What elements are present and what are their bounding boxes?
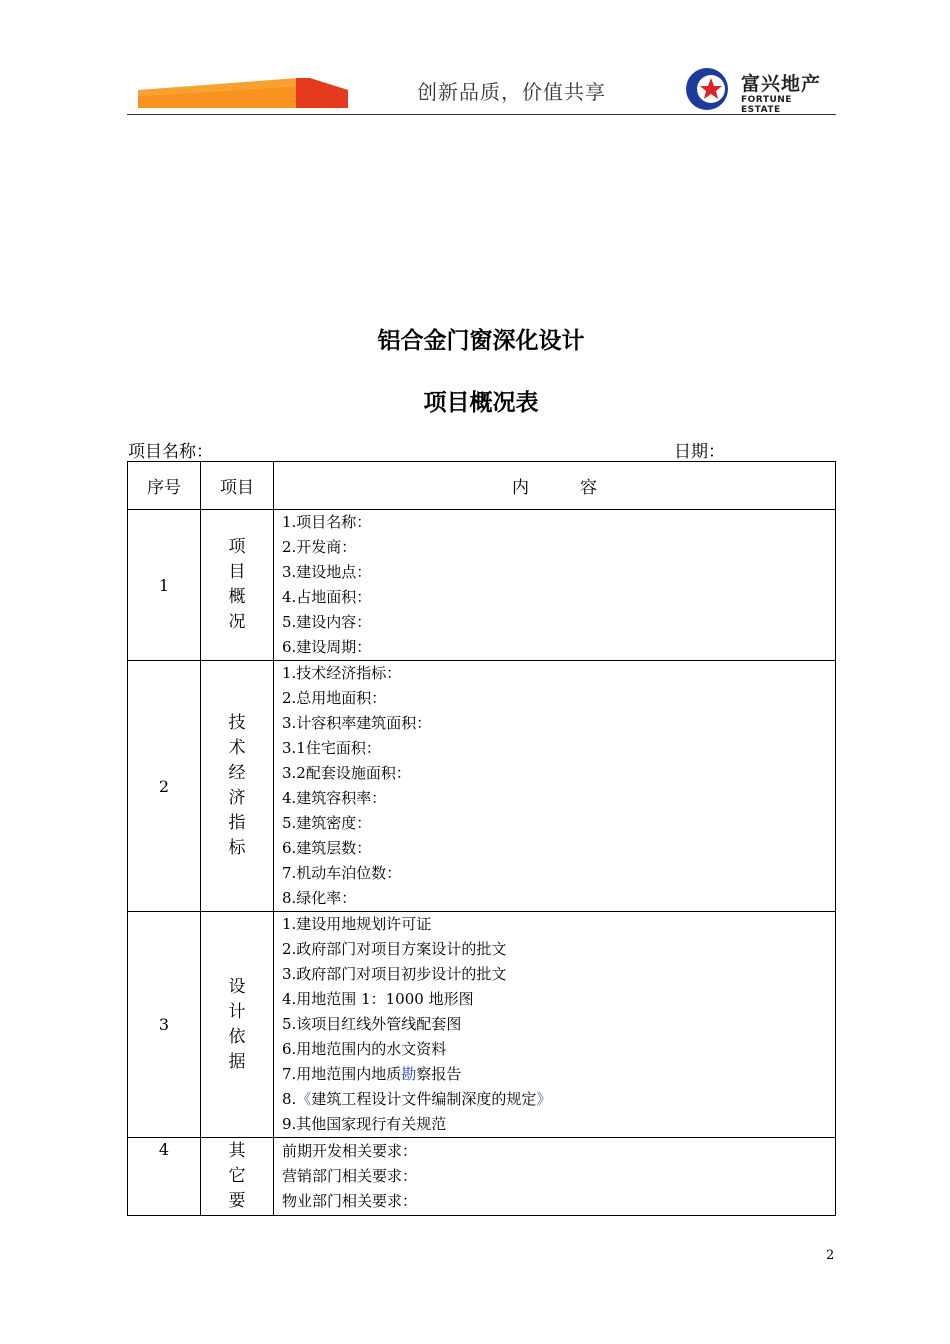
content-line: 6.用地范围内的水文资料 [282,1040,447,1058]
item-char: 济 [228,788,246,808]
table-header-row [128,462,836,510]
content-line: 4.占地面积： [282,588,372,606]
page-header [127,62,836,115]
item-char: 计 [228,1001,246,1022]
project-overview-table [127,461,836,1216]
header-index: 序号 [128,462,201,510]
row-content [274,1138,836,1216]
row-content [274,510,836,661]
content-line: 6.建设周期： [282,638,372,656]
header-content: 内 容 [274,462,836,510]
content-line: 3.2配套设施面积： [282,764,411,782]
brand-bar-graphic [138,76,348,108]
date-label: 日期： [674,442,725,462]
item-char: 标 [228,838,246,858]
content-line: 6.建筑层数： [282,839,372,857]
project-name-label: 项目名称： [128,442,213,462]
logo-english-name: FORTUNE ESTATE [741,95,792,115]
item-char: 设 [228,976,246,997]
table-row [128,912,836,1138]
header-slogan: 创新品质，价值共享 [417,80,606,104]
page-number: 2 [826,1248,835,1263]
row-index: 3 [128,912,201,1138]
content-line: 1.技术经济指标： [282,664,402,682]
content-line: 营销部门相关要求： [282,1167,418,1185]
company-logo [685,66,835,115]
row-index: 4 [128,1138,201,1216]
content-line [282,1087,835,1112]
content-line: 8.绿化率： [282,889,357,907]
quote-mark: 》 [536,1090,552,1108]
content-line: 2.总用地面积： [282,689,387,707]
table-row [128,510,836,661]
content-line: 7.机动车泊位数： [282,864,402,882]
content-line: 3.计容积率建筑面积： [282,714,432,732]
content-line: 3.政府部门对项目初步设计的批文 [282,965,507,983]
line-text: 8. [282,1090,297,1108]
item-char: 技 [228,713,246,733]
document-title: 铝合金门窗深化设计 [377,328,585,354]
content-line: 5.建筑密度： [282,814,372,832]
quote-mark: 《 [296,1090,312,1108]
item-char: 指 [228,813,246,833]
row-item [201,510,274,661]
item-char: 概 [228,587,246,607]
content-line: 3.建设地点： [282,563,372,581]
table-row [128,1138,836,1216]
content-line: 4.用地范围 1：1000 地形图 [282,990,474,1008]
logo-emblem-icon [685,66,733,112]
row-index: 2 [128,661,201,912]
item-char: 术 [228,738,246,758]
item-char: 要 [228,1191,246,1211]
line-text: 建筑工程设计文件编制深度的规定 [311,1090,537,1108]
highlighted-char: 勘 [401,1065,417,1083]
line-text: 察报告 [416,1065,462,1083]
row-item [201,912,274,1138]
item-char: 其 [228,1141,246,1161]
item-char: 况 [228,612,246,632]
content-line: 5.建设内容： [282,613,372,631]
content-line: 1.建设用地规划许可证 [282,915,432,933]
content-line: 2.开发商： [282,538,357,556]
table-row [128,661,836,912]
logo-chinese-name: 富兴地产 [741,73,822,95]
content-line: 前期开发相关要求： [282,1142,418,1160]
content-line: 1.项目名称： [282,513,372,531]
item-char: 依 [228,1026,246,1047]
content-line [282,1062,835,1087]
line-text: 7.用地范围内地质 [282,1065,402,1083]
item-char: 据 [228,1051,246,1072]
content-line: 3.1住宅面积： [282,739,381,757]
row-index: 1 [128,510,201,661]
item-char: 目 [228,562,246,582]
row-item [201,661,274,912]
content-line: 9.其他国家现行有关规范 [282,1115,447,1133]
content-line: 4.建筑容积率： [282,789,387,807]
content-line: 5.该项目红线外管线配套图 [282,1015,462,1033]
content-line: 2.政府部门对项目方案设计的批文 [282,940,507,958]
content-line: 物业部门相关要求： [282,1192,418,1210]
item-char: 项 [228,537,246,557]
row-content [274,912,836,1138]
item-char: 经 [228,763,246,783]
row-content [274,661,836,912]
row-item [201,1138,274,1216]
document-subtitle: 项目概况表 [423,390,539,416]
item-char: 它 [228,1166,246,1186]
header-item: 项目 [201,462,274,510]
